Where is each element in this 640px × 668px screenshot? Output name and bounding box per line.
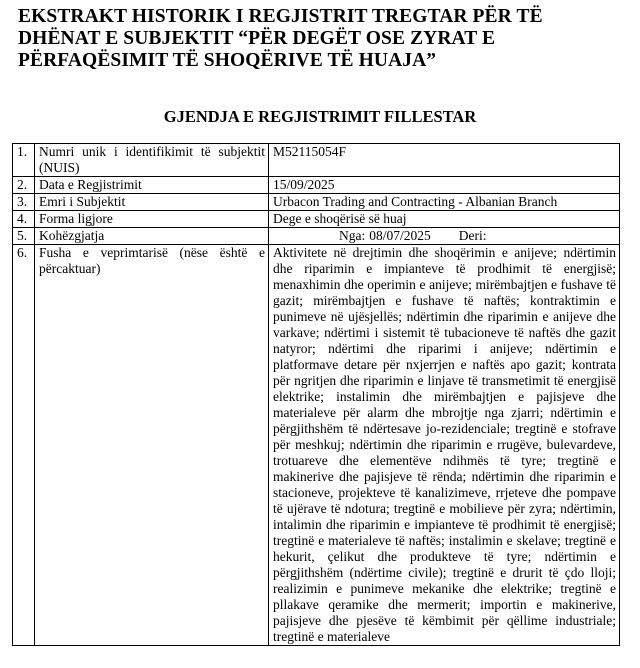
table-row [13, 228, 620, 245]
row-label: Fusha e veprimtarisë (nëse është e përcaktuar) [35, 245, 269, 646]
section-subtitle: GJENDJA E REGJISTRIMIT FILLESTAR [163, 107, 477, 126]
title-line: DHËNAT E SUBJEKTIT “PËR DEGËT OSE ZYRAT E [18, 28, 496, 49]
row-number: 5. [13, 228, 35, 245]
row-label: Data e Regjistrimit [35, 177, 269, 194]
title-line: EKSTRAKT HISTORIK I REGJISTRIT TREGTAR PËR TË [18, 6, 543, 27]
start-date: 08/07/2025 [369, 228, 431, 243]
title-line: PËRFAQËSIMIT TË SHOQËRIVE TË HUAJA” [18, 50, 437, 71]
table-row [13, 194, 620, 211]
table-row [13, 211, 620, 228]
table-row [13, 245, 620, 646]
row-number: 4. [13, 211, 35, 228]
table-row [13, 144, 620, 177]
table-row [13, 177, 620, 194]
row-label: Kohëzgjatja [35, 228, 269, 245]
row-label: Numri unik i identifikimit të subjektit (NUIS) [35, 144, 269, 177]
row-value: M52115054F [269, 144, 620, 177]
row-label: Emri i Subjektit [35, 194, 269, 211]
row-number: 6. [13, 245, 35, 646]
row-number: 1. [13, 144, 35, 177]
row-value: Dege e shoqërisë së huaj [269, 211, 620, 228]
row-value: Aktivitete në drejtimin dhe shoqërimin e anijeve; ndërtimin dhe riparimin e impianteve të prodhimit të energjisë; menaxhimin dhe operimin e anijeve; mirëmbajtjen e fushave të gazit; mirëmbajtjen e fushave të naftës; kontraktimin e punimeve në ujësjellës; ndërtimin dhe riparimin e anijeve dhe varkave; ndërtimi i sistemit të tubacioneve të naftës dhe gazit natyror; ndërtimi dhe riparimi i anijeve; ndërtimin e platformave detare për nxjerrjen e naftës apo gazit; kontrata për ngritjen dhe riparimin e linjave të transmetimit të energjisë elektrike; instalimin dhe mirëmbajtjen e pajisjeve dhe materialeve për alarm dhe mbrojtje nga zjarri; ndërtimin e përgjithshëm të ndërtesave jo-rezidenciale; tregtinë e stofrave për meshkuj; ndërtimin dhe riparimin e rrugëve, bulevardeve, trotuareve dhe elementëve ndihmës të tyre; tregtinë e makinerive dhe pajisjeve të rënda; ndërtimin dhe riparimin e stacioneve, projekteve të kanalizimeve, rrjeteve dhe pompave të ujërave të ndotura; tregtinë e mobilieve për zyra; ndërtimin, intalimin dhe riparimin e impianteve të prodhimit të energjisë; tregtinë e materialeve të naftës; instalimin e skelave; tregtinë e hekurit, çelikut dhe produkteve të tyre; ndërtimin e përgjithshëm (ndërtime civile); tregtinë e drurit të çdo lloji; realizimin e punimeve mekanike dhe elektrike; tregtinë e pllakave qeramike dhe mermerit; importin e makinerive, pajisjeve dhe pjesëve të këmbimit për qëllime industriale; tregtinë e materialeve [269, 245, 620, 646]
row-value: 15/09/2025 [269, 177, 620, 194]
row-number: 2. [13, 177, 35, 194]
duration-cell [269, 228, 620, 245]
row-value: Urbacon Trading and Contracting - Albanian Branch [269, 194, 620, 211]
registration-table [12, 143, 620, 646]
document-title [18, 6, 618, 72]
start-label: Nga: [339, 228, 366, 243]
row-label: Forma ligjore [35, 211, 269, 228]
end-label: Deri: [458, 228, 487, 243]
row-number: 3. [13, 194, 35, 211]
